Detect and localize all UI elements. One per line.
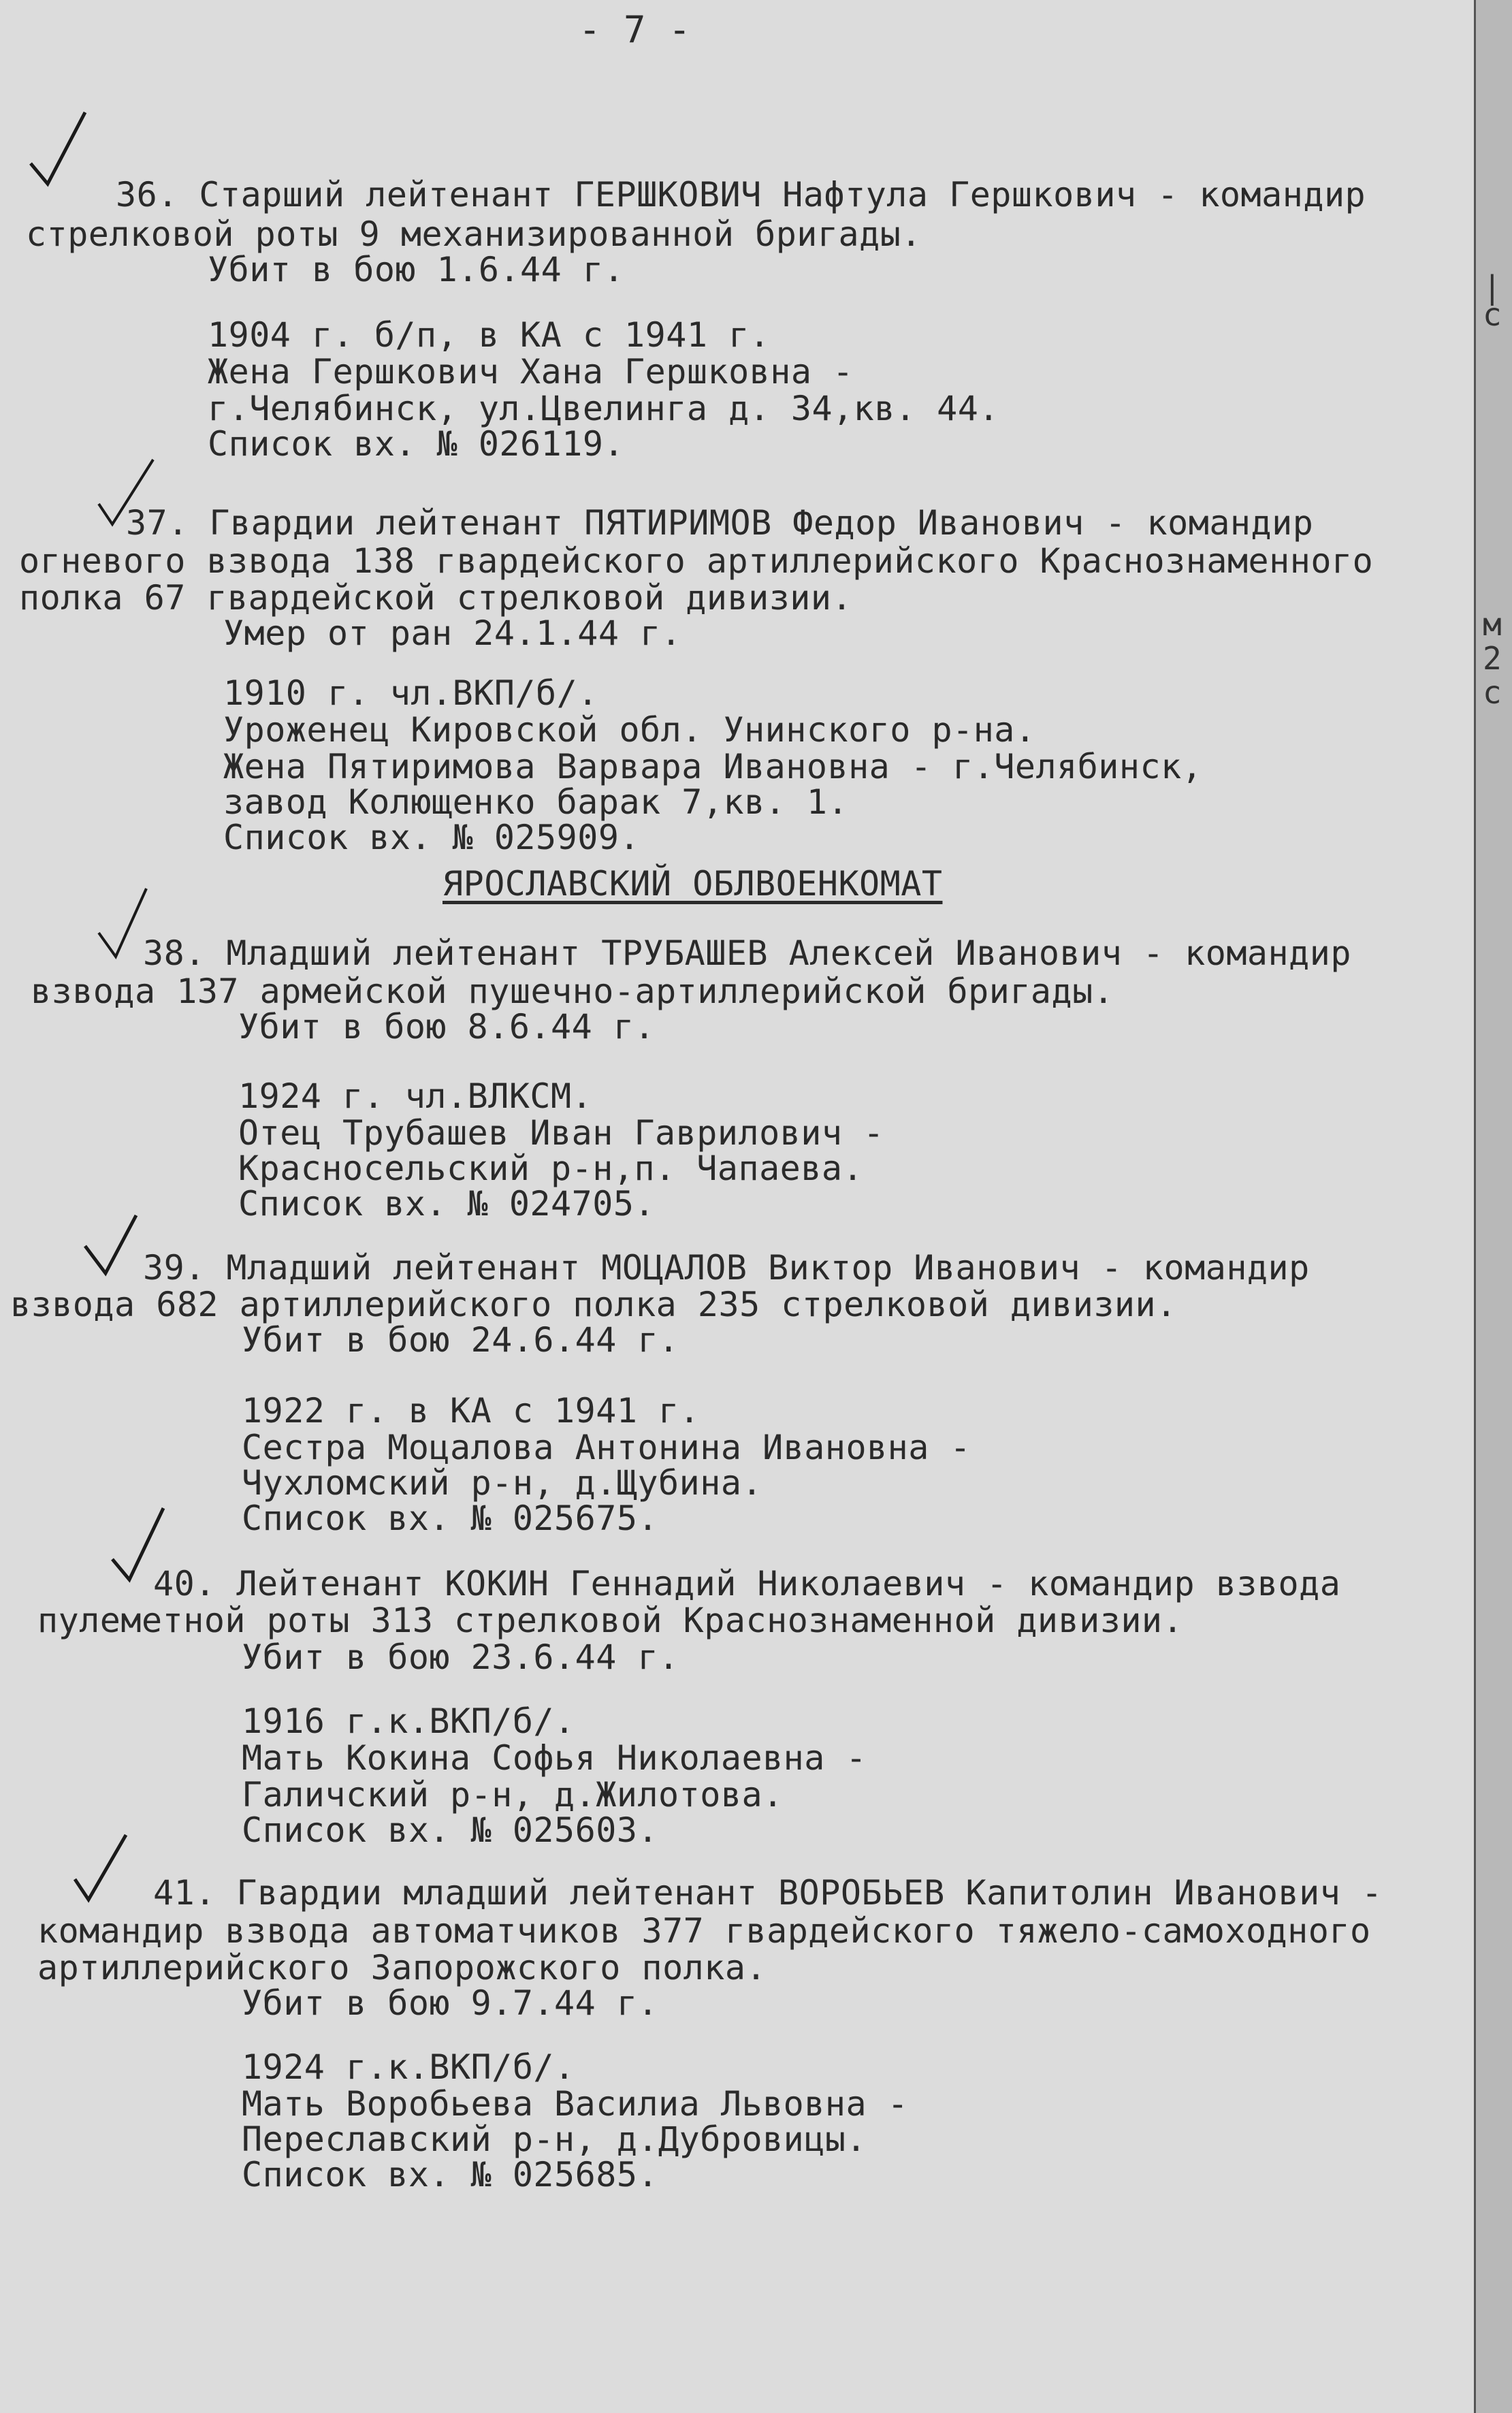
margin-fragment: с: [1483, 296, 1502, 333]
page-number: - 7 -: [579, 8, 692, 51]
entry-39-line-4: 1922 г. в КА с 1941 г.: [242, 1391, 701, 1431]
margin-fragment: 2: [1483, 640, 1502, 677]
checkmark-icon: [71, 1832, 133, 1913]
entry-39-line-6: Чухломский р-н, д.Щубина.: [242, 1463, 763, 1503]
entry-37-line-5: 1910 г. чл.ВКП/б/.: [223, 673, 598, 713]
margin-fragment: с: [1483, 674, 1502, 711]
section-heading: ЯРОСЛАВСКИЙ ОБЛВОЕНКОМАТ: [443, 864, 943, 904]
entry-40-line-7: Список вх. № 025603.: [242, 1810, 659, 1850]
entry-36-line-6: г.Челябинск, ул.Цвелинга д. 34,кв. 44.: [208, 389, 999, 428]
entry-40-line-6: Галичский р-н, д.Жилотова.: [242, 1775, 784, 1815]
entry-39-line-2: взвода 682 артиллерийского полка 235 стрелковой дивизии.: [10, 1285, 1177, 1324]
entry-36-line-2: стрелковой роты 9 механизированной бригады.: [26, 214, 922, 254]
entry-36-line-1: 36. Старший лейтенант ГЕРШКОВИЧ Нафтула Гершкович - командир: [116, 175, 1366, 214]
entry-38-line-7: Список вх. № 024705.: [238, 1184, 656, 1224]
margin-fragment: м: [1483, 606, 1502, 643]
entry-37-line-7: Жена Пятиримова Варвара Ивановна - г.Челябинск,: [223, 747, 1203, 786]
entry-41-line-6: Мать Воробьева Василиа Львовна -: [242, 2084, 909, 2124]
entry-38-line-2: взвода 137 армейской пушечно-артиллерийской бригады.: [31, 972, 1114, 1011]
entry-39-line-7: Список вх. № 025675.: [242, 1499, 659, 1538]
entry-40-line-5: Мать Кокина Софья Николаевна -: [242, 1738, 867, 1778]
entry-39-line-3: Убит в бою 24.6.44 г.: [242, 1320, 679, 1360]
entry-41-line-8: Список вх. № 025685.: [242, 2155, 659, 2194]
entry-41-line-7: Переславский р-н, д.Дубровицы.: [242, 2120, 867, 2159]
entry-38-line-3: Убит в бою 8.6.44 г.: [238, 1007, 656, 1046]
margin-fragment: |: [1483, 269, 1502, 306]
entry-36-line-5: Жена Гершкович Хана Гершковна -: [208, 352, 854, 391]
entry-41-line-5: 1924 г.к.ВКП/б/.: [242, 2047, 575, 2087]
checkmark-icon: [27, 109, 89, 191]
entry-41-line-3: артиллерийского Запорожского полка.: [37, 1948, 767, 1987]
entry-37-line-2: огневого взвода 138 гвардейского артиллерийского Краснознаменного: [19, 541, 1374, 581]
entry-36-line-3: Убит в бою 1.6.44 г.: [208, 250, 625, 289]
entry-39-line-1: 39. Младший лейтенант МОЦАЛОВ Виктор Иванович - командир: [143, 1248, 1310, 1288]
entry-37-line-1: 37. Гвардии лейтенант ПЯТИРИМОВ Федор Иванович - командир: [126, 503, 1314, 543]
entry-38-line-5: Отец Трубашев Иван Гаврилович -: [238, 1113, 884, 1153]
entry-41-line-4: Убит в бою 9.7.44 г.: [242, 1983, 659, 2023]
entry-37-line-9: Список вх. № 025909.: [223, 818, 641, 857]
entry-37-line-3: полка 67 гвардейской стрелковой дивизии.: [19, 578, 853, 618]
entry-38-line-6: Красносельский р-н,п. Чапаева.: [238, 1149, 864, 1188]
entry-41-line-1: 41. Гвардии младший лейтенант ВОРОБЬЕВ Капитолин Иванович -: [153, 1873, 1383, 1913]
entry-40-line-1: 40. Лейтенант КОКИН Геннадий Николаевич - командир взвода: [153, 1564, 1341, 1603]
checkmark-icon: [82, 1212, 143, 1294]
entry-36-line-7: Список вх. № 026119.: [208, 424, 625, 464]
entry-36-line-4: 1904 г. б/п, в КА с 1941 г.: [208, 315, 771, 355]
entry-38-line-1: 38. Младший лейтенант ТРУБАШЕВ Алексей Иванович - командир: [143, 933, 1351, 973]
entry-38-line-4: 1924 г. чл.ВЛКСМ.: [238, 1076, 593, 1116]
entry-40-line-4: 1916 г.к.ВКП/б/.: [242, 1701, 575, 1741]
entry-37-line-4: Умер от ран 24.1.44 г.: [223, 613, 682, 653]
entry-40-line-2: пулеметной роты 313 стрелковой Краснознаменной дивизии.: [37, 1601, 1184, 1640]
entry-40-line-3: Убит в бою 23.6.44 г.: [242, 1637, 679, 1677]
entry-37-line-8: завод Колющенко барак 7,кв. 1.: [223, 782, 849, 822]
entry-39-line-5: Сестра Моцалова Антонина Ивановна -: [242, 1428, 971, 1467]
entry-41-line-2: командир взвода автоматчиков 377 гвардейского тяжело-самоходного: [37, 1911, 1371, 1951]
entry-37-line-6: Уроженец Кировской обл. Унинского р-на.: [223, 710, 1036, 750]
adjacent-page-edge: [1474, 0, 1512, 2413]
